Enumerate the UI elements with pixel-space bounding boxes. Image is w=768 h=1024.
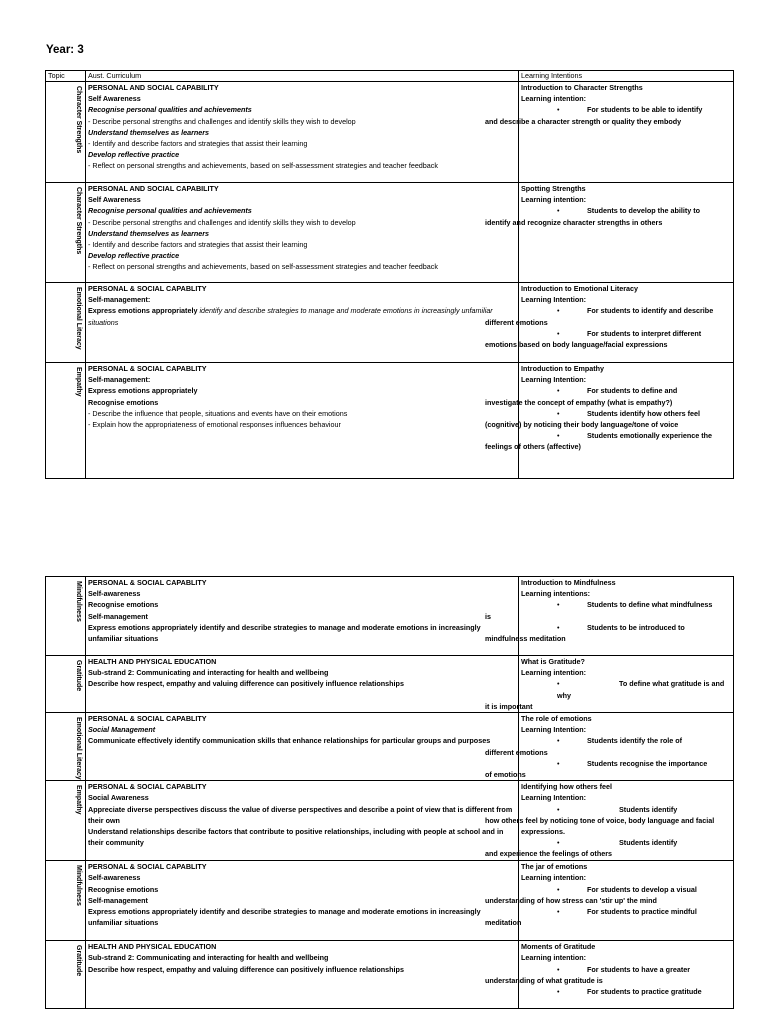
intention-bullet xyxy=(521,678,731,700)
curriculum-text: PERSONAL & SOCIAL CAPABLITY xyxy=(88,862,207,872)
curriculum-text: Understand relationships describe factors that contribute to positive relationships, including with people at school and in their community xyxy=(88,827,504,848)
curriculum-line xyxy=(88,138,516,149)
learning-intention-cell xyxy=(485,183,734,283)
topic-label: Mindfulness xyxy=(75,865,82,907)
curriculum-line xyxy=(88,611,516,622)
curriculum-line xyxy=(88,826,516,848)
header-curriculum: Aust. Curriculum xyxy=(86,71,519,82)
intention-bullet xyxy=(521,735,731,746)
curriculum-line xyxy=(88,667,516,678)
intention-bullet xyxy=(521,408,731,419)
bullet-icon: • xyxy=(557,431,560,441)
intention-label: Learning intentions: xyxy=(521,589,591,599)
bullet-continuation: investigate the concept of empathy (what is empathy?) xyxy=(485,397,673,407)
curriculum-line xyxy=(88,363,516,374)
curriculum-line xyxy=(88,588,516,599)
curriculum-text: Appreciate diverse perspectives discuss the value of diverse perspectives and describe a point of view that is different from their own xyxy=(88,804,513,825)
curriculum-line xyxy=(88,305,516,327)
intention-label: Learning Intention: xyxy=(521,295,587,305)
curriculum-line xyxy=(88,160,516,171)
curriculum-text: - Describe personal strengths and challenges and identify skills they wish to develop xyxy=(88,116,356,126)
curriculum-text: Describe how respect, empathy and valuing difference can positively influence relationships xyxy=(88,964,404,974)
curriculum-table-2 xyxy=(45,576,734,1009)
bullet-first-line: Students recognise the importance xyxy=(587,758,708,768)
curriculum-line xyxy=(88,261,516,272)
bullet-icon: • xyxy=(557,328,560,338)
bullet-icon: • xyxy=(557,736,560,746)
topic-cell-mindfulness xyxy=(46,577,86,656)
curriculum-line xyxy=(88,804,516,826)
intention-bullet xyxy=(521,305,731,316)
curriculum-text: Express emotions appropriately xyxy=(88,386,198,396)
curriculum-text: Describe how respect, empathy and valuing difference can positively influence relationships xyxy=(88,679,404,689)
topic-label: Emotional Literacy xyxy=(75,717,82,780)
intention-label: Learning intention: xyxy=(521,873,587,883)
bullet-continuation: identify and recognize character strengths in others xyxy=(485,217,663,227)
bullet-icon: • xyxy=(557,838,560,848)
curriculum-line xyxy=(88,964,516,975)
curriculum-text: Recognise emotions xyxy=(88,397,159,407)
intention-label: Learning Intention: xyxy=(521,725,587,735)
intention-title: Introduction to Emotional Literacy xyxy=(521,284,639,293)
bullet-first-line: For students to practice gratitude xyxy=(587,987,702,997)
curriculum-line xyxy=(88,952,516,963)
bullet-first-line: Students to develop the ability to xyxy=(587,206,701,216)
curriculum-text: Understand themselves as learners xyxy=(88,127,210,137)
bullet-icon: • xyxy=(557,758,560,768)
curriculum-cell xyxy=(86,363,519,479)
learning-intention-cell xyxy=(485,781,734,861)
topic-label: Empathy xyxy=(75,367,82,397)
table-row xyxy=(46,941,734,1009)
curriculum-text: Self-management xyxy=(88,895,148,905)
bullet-icon: • xyxy=(557,622,560,632)
bullet-icon: • xyxy=(557,206,560,216)
curriculum-text: - Identify and describe factors and strategies that assist their learning xyxy=(88,240,308,250)
curriculum-text: Social Awareness xyxy=(88,793,149,803)
curriculum-cell xyxy=(86,183,519,283)
curriculum-text: Understand themselves as learners xyxy=(88,228,210,238)
table-header-row xyxy=(46,71,734,82)
year-heading: Year: 3 xyxy=(46,44,84,56)
curriculum-text: PERSONAL & SOCIAL CAPABLITY xyxy=(88,364,207,373)
intention-title: What is Gratitude? xyxy=(521,657,585,666)
bullet-continuation: it is important xyxy=(485,701,533,711)
curriculum-cell xyxy=(86,82,519,183)
curriculum-text: PERSONAL AND SOCIAL CAPABILITY xyxy=(88,83,219,92)
curriculum-text: Recognise personal qualities and achievements xyxy=(88,206,252,216)
curriculum-line xyxy=(88,183,516,194)
curriculum-line xyxy=(88,941,516,952)
curriculum-line xyxy=(88,861,516,872)
bullet-first-line: To define what gratitude is and why xyxy=(557,679,725,700)
bullet-first-line: For students to be able to identify xyxy=(587,105,703,115)
curriculum-text: HEALTH AND PHYSICAL EDUCATION xyxy=(88,942,217,952)
topic-cell-mindfulness xyxy=(46,861,86,941)
intention-title: The role of emotions xyxy=(521,714,592,724)
curriculum-cell xyxy=(86,781,519,861)
curriculum-line xyxy=(88,792,516,803)
intention-bullet xyxy=(521,906,731,917)
topic-label: Empathy xyxy=(75,785,82,815)
table-row xyxy=(46,363,734,479)
bullet-continuation: understanding of how stress can 'stir up' the mind xyxy=(485,895,657,905)
curriculum-text: Self-management: xyxy=(88,375,151,385)
intention-bullet xyxy=(521,599,731,610)
curriculum-text: PERSONAL & SOCIAL CAPABLITY xyxy=(88,714,207,724)
curriculum-line xyxy=(88,872,516,883)
bullet-icon: • xyxy=(557,964,560,974)
topic-cell-character-strengths xyxy=(46,82,86,183)
curriculum-cell xyxy=(86,713,519,781)
curriculum-text: Self-management xyxy=(88,611,148,621)
table-row xyxy=(46,283,734,363)
curriculum-line xyxy=(88,884,516,895)
curriculum-text: - Describe the influence that people, situations and events have on their emotions xyxy=(88,408,348,418)
curriculum-line xyxy=(88,419,516,430)
curriculum-text: HEALTH AND PHYSICAL EDUCATION xyxy=(88,657,217,666)
intention-label: Learning Intention: xyxy=(521,375,587,385)
intention-bullet xyxy=(521,205,731,216)
curriculum-line xyxy=(88,408,516,419)
bullet-first-line: Students to be introduced to xyxy=(587,622,685,632)
bullet-continuation: is xyxy=(485,611,491,621)
bullet-icon: • xyxy=(557,804,560,814)
curriculum-text: Express emotions appropriately identify and describe strategies to manage and moderate emotions in increasingly unfamiliar situations xyxy=(88,622,481,644)
topic-cell-empathy xyxy=(46,363,86,479)
curriculum-text: - Identify and describe factors and strategies that assist their learning xyxy=(88,139,308,149)
curriculum-line xyxy=(88,385,516,396)
bullet-first-line: Students identify the role of xyxy=(587,736,683,746)
learning-intention-cell xyxy=(485,713,734,781)
topic-cell-character-strengths xyxy=(46,183,86,283)
topic-label: Mindfulness xyxy=(75,581,82,622)
intention-title: Identifying how others feel xyxy=(521,782,613,792)
topic-cell-gratitude xyxy=(46,656,86,713)
curriculum-cell xyxy=(86,656,519,713)
curriculum-line xyxy=(88,149,516,160)
curriculum-text: Self Awareness xyxy=(88,94,141,104)
curriculum-line xyxy=(88,82,516,93)
topic-label: Gratitude xyxy=(75,945,82,977)
curriculum-text: PERSONAL AND SOCIAL CAPABILITY xyxy=(88,184,219,193)
bullet-continuation: of emotions xyxy=(485,770,526,780)
bullet-continuation: feelings of others (affective) xyxy=(485,442,581,452)
topic-cell-emotional-literacy xyxy=(46,283,86,363)
topic-label: Gratitude xyxy=(75,660,82,692)
curriculum-line xyxy=(88,735,516,746)
learning-intention-cell xyxy=(485,82,734,183)
bullet-first-line: For students to develop a visual xyxy=(587,884,697,894)
curriculum-text: Develop reflective practice xyxy=(88,251,180,261)
curriculum-line xyxy=(88,294,516,305)
bullet-icon: • xyxy=(557,306,560,316)
topic-label: Emotional Literacy xyxy=(75,287,82,350)
intention-label: Learning intention: xyxy=(521,195,587,205)
curriculum-line xyxy=(88,397,516,408)
learning-intention-cell xyxy=(485,283,734,363)
bullet-continuation: understanding of what gratitude is xyxy=(485,975,603,985)
table-row xyxy=(46,656,734,713)
intention-label: Learning intention: xyxy=(521,668,587,678)
curriculum-line xyxy=(88,205,516,216)
learning-intention-cell xyxy=(485,861,734,941)
bullet-first-line: For students to have a greater xyxy=(587,964,691,974)
intention-title: Spotting Strengths xyxy=(521,184,586,193)
bullet-continuation: (cognitive) by noticing their body language/tone of voice xyxy=(485,420,679,430)
curriculum-line xyxy=(88,678,516,689)
table-row xyxy=(46,713,734,781)
curriculum-text: Recognise emotions xyxy=(88,600,159,610)
curriculum-text: Recognise personal qualities and achievements xyxy=(88,105,252,115)
intention-bullet xyxy=(521,758,731,769)
intention-title: Introduction to Mindfulness xyxy=(521,578,616,587)
intention-bullet xyxy=(521,622,731,633)
curriculum-line xyxy=(88,228,516,239)
intention-title: The jar of emotions xyxy=(521,862,588,872)
curriculum-line xyxy=(88,93,516,104)
curriculum-text: Express emotions appropriately identify and describe strategies to manage and moderate emotions in increasingly unfamiliar situations xyxy=(88,907,481,928)
curriculum-line xyxy=(88,194,516,205)
curriculum-line xyxy=(88,713,516,724)
bullet-continuation: and experience the feelings of others xyxy=(485,849,613,859)
curriculum-text: Recognise emotions xyxy=(88,884,159,894)
curriculum-line xyxy=(88,895,516,906)
curriculum-text: Self-awareness xyxy=(88,589,141,599)
intention-label: Learning Intention: xyxy=(521,793,587,803)
bullet-continuation: emotions based on body language/facial expressions xyxy=(485,340,668,350)
curriculum-text: Sub-strand 2: Communicating and interacting for health and wellbeing xyxy=(88,953,329,963)
bullet-icon: • xyxy=(557,907,560,917)
curriculum-text: Sub-strand 2: Communicating and interacting for health and wellbeing xyxy=(88,668,329,678)
bullet-icon: • xyxy=(557,600,560,610)
intention-label: Learning intention: xyxy=(521,94,587,104)
intention-bullet xyxy=(521,986,731,997)
bullet-icon: • xyxy=(557,884,560,894)
curriculum-extra-text: identify and describe strategies to manage and moderate emotions in increasingly unfamiliar situations xyxy=(88,306,493,327)
topic-cell-emotional-literacy xyxy=(46,713,86,781)
table-row xyxy=(46,183,734,283)
table-row xyxy=(46,577,734,656)
topic-cell-empathy xyxy=(46,781,86,861)
curriculum-text: Self-awareness xyxy=(88,873,141,883)
topic-label: Character Strengths xyxy=(75,86,82,154)
intention-title: Moments of Gratitude xyxy=(521,942,596,952)
curriculum-text: - Reflect on personal strengths and achievements, based on self-assessment strategies and teacher feedback xyxy=(88,161,438,171)
curriculum-text: Communicate effectively identify communication skills that enhance relationships for particular groups and purposes xyxy=(88,736,491,746)
curriculum-line xyxy=(88,116,516,127)
intention-bullet xyxy=(521,837,731,848)
bullet-continuation: mindfulness meditation xyxy=(485,634,566,644)
bullet-first-line: For students to identify and describe xyxy=(587,306,714,316)
bullet-icon: • xyxy=(557,987,560,997)
curriculum-text: Express emotions appropriately xyxy=(88,306,200,316)
learning-intention-cell xyxy=(485,363,734,479)
curriculum-table-1 xyxy=(45,70,734,479)
curriculum-line xyxy=(88,374,516,385)
curriculum-text: PERSONAL & SOCIAL CAPABLITY xyxy=(88,578,207,587)
intention-bullet xyxy=(521,964,731,975)
intention-bullet xyxy=(521,430,731,441)
bullet-continuation: and describe a character strength or quality they embody xyxy=(485,116,682,126)
curriculum-cell xyxy=(86,941,519,1009)
table-row xyxy=(46,781,734,861)
bullet-first-line: Students to define what mindfulness xyxy=(587,600,713,610)
curriculum-line xyxy=(88,217,516,228)
bullet-first-line: Students identify how others feel xyxy=(587,408,701,418)
header-topic: Topic xyxy=(46,71,86,82)
bullet-icon: • xyxy=(557,386,560,396)
intention-bullet xyxy=(521,385,731,396)
learning-intention-cell xyxy=(485,656,734,713)
bullet-continuation: different emotions xyxy=(485,317,548,327)
curriculum-text: PERSONAL & SOCIAL CAPABLITY xyxy=(88,782,207,792)
bullet-first-line: Students identify xyxy=(619,838,678,848)
curriculum-line xyxy=(88,724,516,735)
bullet-icon: • xyxy=(557,105,560,115)
curriculum-line xyxy=(88,577,516,588)
intention-bullet xyxy=(521,328,731,339)
intention-bullet xyxy=(521,804,731,815)
curriculum-line xyxy=(88,104,516,115)
curriculum-cell xyxy=(86,577,519,656)
intention-title: Introduction to Character Strengths xyxy=(521,83,643,92)
topic-label: Character Strengths xyxy=(75,187,82,255)
bullet-first-line: For students to define and xyxy=(587,386,678,396)
curriculum-line xyxy=(88,906,516,928)
curriculum-cell xyxy=(86,861,522,941)
curriculum-line xyxy=(88,127,516,138)
intention-bullet xyxy=(521,104,731,115)
bullet-continuation: meditation xyxy=(485,918,522,928)
curriculum-line xyxy=(88,656,516,667)
intention-bullet xyxy=(521,884,731,895)
table-row xyxy=(46,861,734,941)
curriculum-line xyxy=(88,599,516,610)
bullet-icon: • xyxy=(557,408,560,418)
bullet-first-line: For students to practice mindful xyxy=(587,907,697,917)
table-row xyxy=(46,82,734,183)
intention-title: Introduction to Empathy xyxy=(521,364,605,373)
bullet-continuation: different emotions xyxy=(485,747,548,757)
curriculum-text: Self-management: xyxy=(88,295,151,305)
bullet-first-line: Students identify xyxy=(619,804,678,814)
curriculum-line xyxy=(88,239,516,250)
learning-intention-cell xyxy=(485,577,734,656)
curriculum-text: Self Awareness xyxy=(88,195,141,205)
curriculum-text: - Explain how the appropriateness of emotional responses influences behaviour xyxy=(88,420,341,430)
curriculum-text: Develop reflective practice xyxy=(88,150,180,160)
curriculum-text: - Describe personal strengths and challenges and identify skills they wish to develop xyxy=(88,217,356,227)
curriculum-line xyxy=(88,250,516,261)
curriculum-line xyxy=(88,781,516,792)
curriculum-text: - Reflect on personal strengths and achievements, based on self-assessment strategies and teacher feedback xyxy=(88,262,438,272)
bullet-first-line: For students to interpret different xyxy=(587,328,702,338)
bullet-icon: • xyxy=(557,679,560,689)
curriculum-text: Social Management xyxy=(88,725,156,735)
header-learning-intentions: Learning Intentions xyxy=(519,71,734,82)
bullet-first-line: Students emotionally experience the xyxy=(587,431,713,441)
intention-label: Learning intention: xyxy=(521,953,587,963)
curriculum-line xyxy=(88,622,516,644)
bullet-continuation: how others feel by noticing tone of voice, body language and facial expressions. xyxy=(485,815,715,837)
topic-cell-gratitude xyxy=(46,941,86,1009)
curriculum-line xyxy=(88,283,516,294)
learning-intention-cell xyxy=(485,941,734,1009)
curriculum-cell xyxy=(86,283,519,363)
curriculum-text: PERSONAL & SOCIAL CAPABLITY xyxy=(88,284,207,293)
